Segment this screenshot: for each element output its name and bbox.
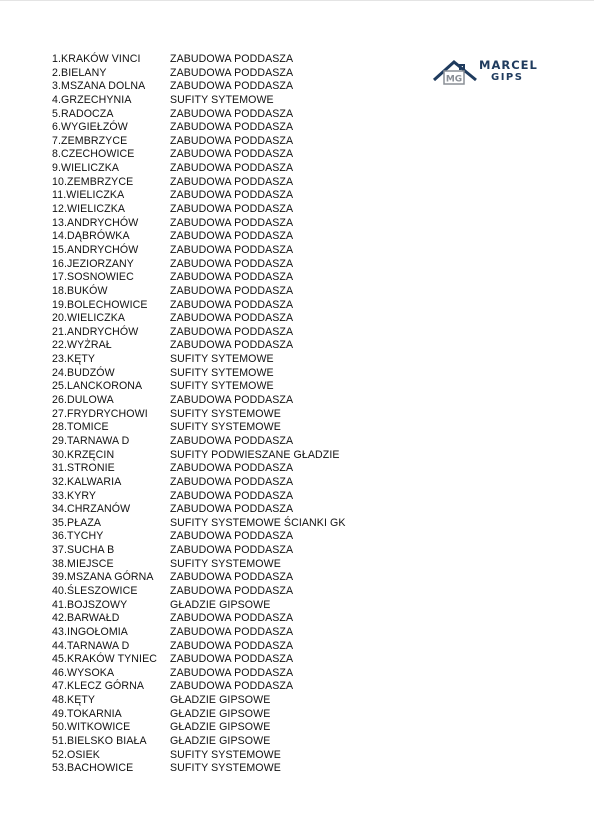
project-location: 31.STRONIE [52, 462, 115, 475]
project-location: 17.SOSNOWIEC [52, 271, 134, 284]
project-type: GŁADZIE GIPSOWE [170, 598, 271, 611]
project-location: 21.ANDRYCHÓW [52, 325, 139, 338]
project-location: 1.KRAKÓW VINCI [52, 53, 141, 65]
list-item [52, 462, 346, 476]
list-item [52, 230, 346, 244]
project-location: 36.TYCHY [52, 530, 104, 543]
project-location: 35.PŁAZA [52, 516, 102, 529]
project-location: 5.RADOCZA [52, 107, 114, 120]
project-location: 28.TOMICE [52, 421, 109, 434]
project-type: SUFITY SYSTEMOWE [170, 748, 281, 761]
project-location: 41.BOJSZOWY [52, 598, 128, 611]
list-item [52, 258, 346, 272]
project-type: SUFITY SYTEMOWE [170, 366, 274, 379]
project-location: 44.TARNAWA D [52, 639, 130, 652]
project-type: ZABUDOWA PODDASZA [170, 544, 294, 557]
list-item [52, 203, 346, 217]
project-location: 32.KALWARIA [52, 475, 122, 488]
project-location: 30.KRZĘCIN [52, 448, 115, 461]
project-type: SUFITY PODWIESZANE GŁADZIE [170, 448, 340, 461]
list-item [52, 312, 346, 326]
project-type: ZABUDOWA PODDASZA [170, 612, 294, 625]
project-location: 13.ANDRYCHÓW [52, 216, 139, 229]
logo-line1: MARCEL [479, 58, 538, 72]
project-type: ZABUDOWA PODDASZA [170, 339, 294, 352]
project-type: ZABUDOWA PODDASZA [170, 298, 294, 311]
project-location: 29.TARNAWA D [52, 434, 130, 447]
project-type: ZABUDOWA PODDASZA [170, 325, 294, 338]
list-item [52, 640, 346, 654]
project-location: 26.DULOWA [52, 394, 114, 407]
list-item [52, 612, 346, 626]
project-type: ZABUDOWA PODDASZA [170, 162, 294, 175]
project-type: ZABUDOWA PODDASZA [170, 680, 294, 693]
list-item [52, 680, 346, 694]
list-item [52, 735, 346, 749]
project-type: ZABUDOWA PODDASZA [170, 284, 294, 297]
project-location: 33.KYRY [52, 489, 97, 502]
list-item [52, 421, 346, 435]
logo-monogram: MG [445, 74, 463, 85]
project-type: ZABUDOWA PODDASZA [170, 394, 294, 407]
list-item [52, 721, 346, 735]
project-type: GŁADZIE GIPSOWE [170, 707, 271, 720]
project-type: ZABUDOWA PODDASZA [170, 203, 294, 216]
list-item [52, 135, 346, 149]
list-item [52, 708, 346, 722]
list-item [52, 67, 346, 81]
project-location: 2.BIELANY [52, 66, 107, 79]
project-list [52, 53, 346, 776]
project-type: SUFITY SYSTEMOWE [170, 421, 281, 434]
list-item [52, 503, 346, 517]
project-location: 24.BUDZÓW [52, 366, 115, 379]
project-type: ZABUDOWA PODDASZA [170, 434, 294, 447]
project-type: SUFITY SYSTEMOWE [170, 407, 281, 420]
project-type: ZABUDOWA PODDASZA [170, 666, 294, 679]
list-item [52, 749, 346, 763]
project-type: SUFITY SYSTEMOWE [170, 762, 281, 775]
project-type: ZABUDOWA PODDASZA [170, 571, 294, 584]
list-item [52, 626, 346, 640]
list-item [52, 571, 346, 585]
list-item [52, 585, 346, 599]
project-location: 42.BARWAŁD [52, 612, 120, 625]
project-location: 20.WIELICZKA [52, 312, 126, 325]
list-item [52, 476, 346, 490]
project-location: 11.WIELICZKA [52, 189, 125, 202]
project-location: 27.FRYDRYCHOWI [52, 407, 148, 420]
list-item [52, 380, 346, 394]
project-type: ZABUDOWA PODDASZA [170, 462, 294, 475]
project-location: 40.ŚLESZOWICE [52, 584, 138, 597]
project-location: 14.DĄBRÓWKA [52, 230, 130, 243]
project-type: ZABUDOWA PODDASZA [170, 653, 294, 666]
project-type: SUFITY SYSTEMOWE ŚCIANKI GK [170, 516, 346, 529]
project-location: 25.LANCKORONA [52, 380, 143, 393]
project-location: 48.KĘTY [52, 694, 96, 707]
project-location: 7.ZEMBRZYCE [52, 134, 128, 147]
list-item [52, 367, 346, 381]
list-item [52, 694, 346, 708]
project-type: ZABUDOWA PODDASZA [170, 639, 294, 652]
list-item [52, 80, 346, 94]
project-location: 46.WYSOKA [52, 666, 115, 679]
project-location: 43.INGOŁOMIA [52, 625, 128, 638]
project-location: 49.TOKARNIA [52, 707, 122, 720]
list-item [52, 449, 346, 463]
project-location: 38.MIEJSCE [52, 557, 114, 570]
project-type: ZABUDOWA PODDASZA [170, 148, 294, 161]
project-type: ZABUDOWA PODDASZA [170, 503, 294, 516]
project-type: ZABUDOWA PODDASZA [170, 107, 294, 120]
list-item [52, 544, 346, 558]
project-type: SUFITY SYSTEMOWE [170, 557, 281, 570]
project-type: ZABUDOWA PODDASZA [170, 121, 294, 134]
project-location: 15.ANDRYCHÓW [52, 243, 139, 256]
list-item [52, 121, 346, 135]
project-type: ZABUDOWA PODDASZA [170, 230, 294, 243]
project-type: SUFITY SYTEMOWE [170, 353, 274, 366]
list-item [52, 435, 346, 449]
list-item [52, 394, 346, 408]
project-location: 8.CZECHOWICE [52, 148, 135, 161]
project-location: 34.CHRZANÓW [52, 503, 131, 516]
list-item [52, 94, 346, 108]
project-type: SUFITY SYTEMOWE [170, 380, 274, 393]
project-location: 53.BACHOWICE [52, 762, 134, 775]
project-type: ZABUDOWA PODDASZA [170, 216, 294, 229]
project-location: 22.WYŻRAŁ [52, 339, 112, 352]
list-item [52, 189, 346, 203]
project-location: 51.BIELSKO BIAŁA [52, 735, 147, 748]
list-item [52, 353, 346, 367]
project-location: 3.MSZANA DOLNA [52, 80, 146, 93]
list-item [52, 244, 346, 258]
project-type: ZABUDOWA PODDASZA [170, 189, 294, 202]
list-item [52, 53, 346, 67]
list-item [52, 285, 346, 299]
list-item [52, 299, 346, 313]
project-type: ZABUDOWA PODDASZA [170, 584, 294, 597]
project-location: 50.WITKOWICE [52, 721, 131, 734]
list-item [52, 271, 346, 285]
project-type: GŁADZIE GIPSOWE [170, 694, 271, 707]
list-item [52, 408, 346, 422]
project-location: 19.BOLECHOWICE [52, 298, 148, 311]
project-location: 23.KĘTY [52, 353, 96, 366]
list-item [52, 148, 346, 162]
project-type: ZABUDOWA PODDASZA [170, 271, 294, 284]
project-location: 45.KRAKÓW TYNIEC [52, 653, 158, 666]
project-type: ZABUDOWA PODDASZA [170, 530, 294, 543]
project-location: 18.BUKÓW [52, 284, 108, 297]
list-item [52, 653, 346, 667]
logo-wordmark [479, 58, 538, 84]
project-location: 12.WIELICZKA [52, 203, 126, 216]
project-type: ZABUDOWA PODDASZA [170, 175, 294, 188]
list-item [52, 517, 346, 531]
project-location: 47.KLECZ GÓRNA [52, 680, 145, 693]
list-item [52, 599, 346, 613]
list-item [52, 326, 346, 340]
list-item [52, 667, 346, 681]
list-item [52, 108, 346, 122]
project-type: SUFITY SYTEMOWE [170, 93, 274, 106]
project-type: GŁADZIE GIPSOWE [170, 721, 271, 734]
list-item [52, 217, 346, 231]
list-item [52, 490, 346, 504]
logo-line2: GIPS [491, 72, 524, 83]
project-type: ZABUDOWA PODDASZA [170, 53, 294, 65]
project-type: ZABUDOWA PODDASZA [170, 625, 294, 638]
project-type: ZABUDOWA PODDASZA [170, 475, 294, 488]
project-location: 10.ZEMBRZYCE [52, 175, 134, 188]
list-item [52, 558, 346, 572]
project-type: GŁADZIE GIPSOWE [170, 735, 271, 748]
list-item [52, 176, 346, 190]
project-location: 6.WYGIEŁZÓW [52, 121, 128, 134]
project-type: ZABUDOWA PODDASZA [170, 134, 294, 147]
project-location: 16.JEZIORZANY [52, 257, 134, 270]
project-location: 9.WIELICZKA [52, 162, 120, 175]
project-location: 52.OSIEK [52, 748, 100, 761]
list-item [52, 339, 346, 353]
project-type: ZABUDOWA PODDASZA [170, 312, 294, 325]
list-item [52, 762, 346, 776]
project-location: 39.MSZANA GÓRNA [52, 571, 154, 584]
project-type: ZABUDOWA PODDASZA [170, 66, 294, 79]
project-type: ZABUDOWA PODDASZA [170, 257, 294, 270]
project-type: ZABUDOWA PODDASZA [170, 489, 294, 502]
project-type: ZABUDOWA PODDASZA [170, 80, 294, 93]
list-item [52, 530, 346, 544]
list-item [52, 162, 346, 176]
project-location: 37.SUCHA B [52, 544, 115, 557]
project-type: ZABUDOWA PODDASZA [170, 243, 294, 256]
project-location: 4.GRZECHYNIA [52, 93, 132, 106]
